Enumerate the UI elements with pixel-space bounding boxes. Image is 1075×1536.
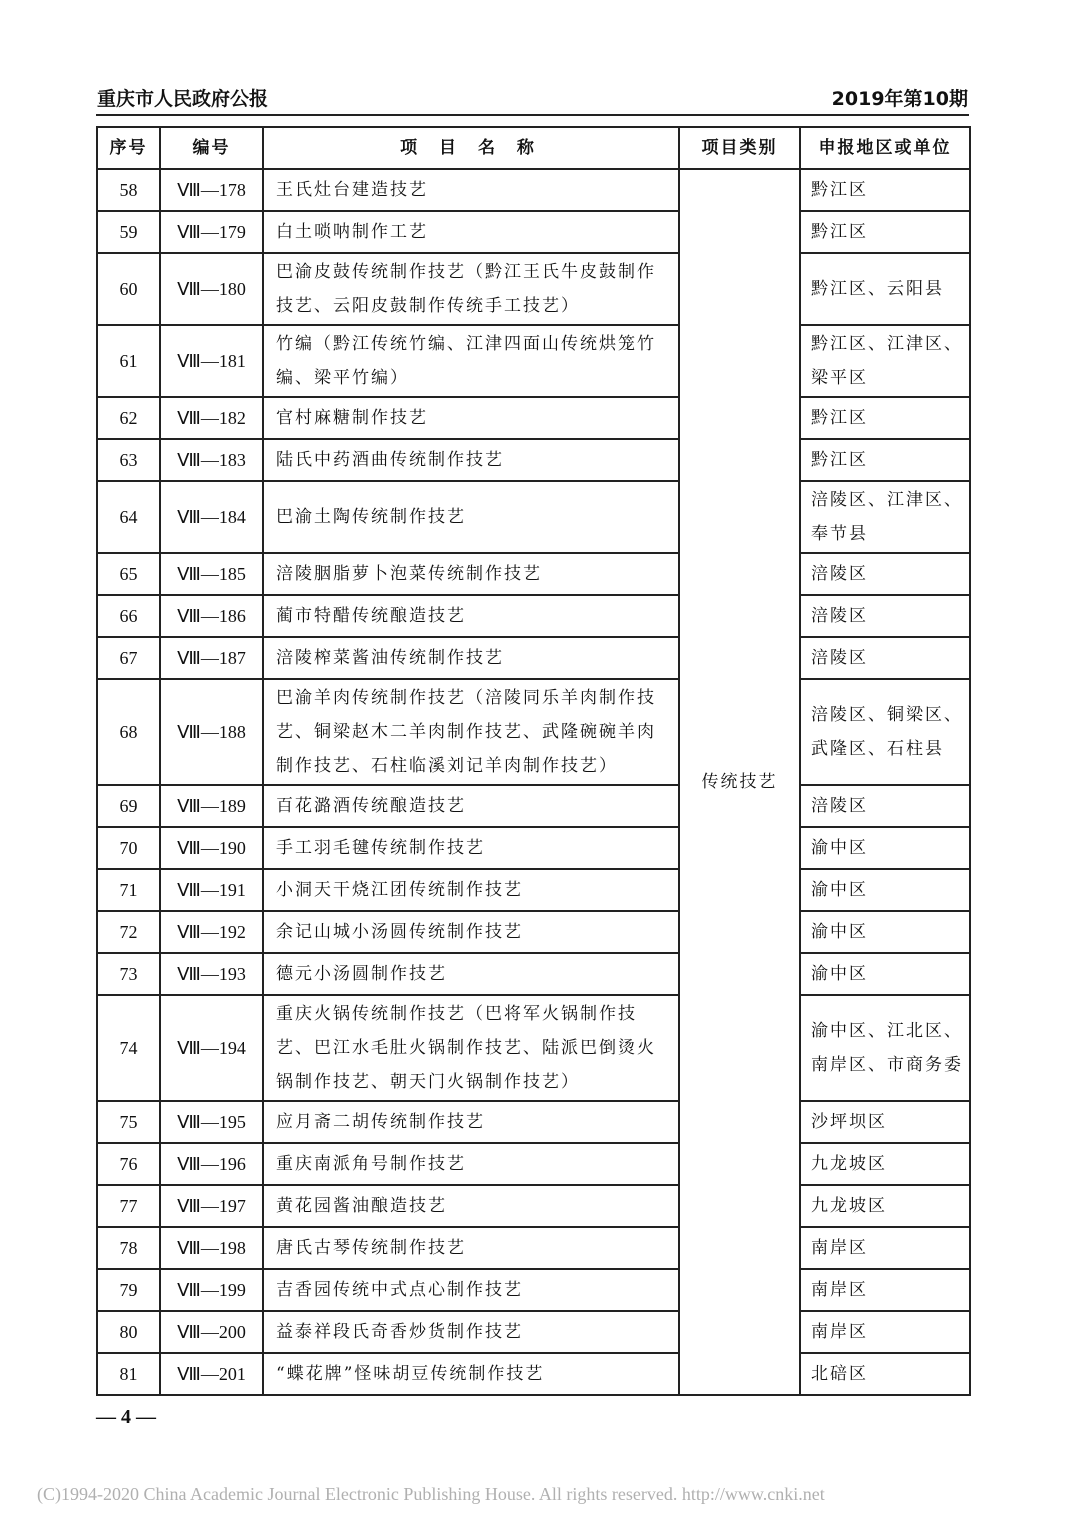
item-name: 蔺市特醋传统酿造技艺 <box>263 595 679 637</box>
table-row <box>97 637 970 679</box>
table-row <box>97 1353 970 1395</box>
item-code: Ⅷ—197 <box>160 1185 263 1227</box>
item-code: Ⅷ—188 <box>160 679 263 785</box>
item-name: 巴渝土陶传统制作技艺 <box>263 481 679 553</box>
table-row <box>97 785 970 827</box>
item-region: 涪陵区、铜梁区、武隆区、石柱县 <box>800 679 970 785</box>
header-rule <box>96 114 969 116</box>
row-number: 58 <box>97 169 160 211</box>
row-number: 75 <box>97 1101 160 1143</box>
row-number: 80 <box>97 1311 160 1353</box>
item-name: 涪陵胭脂萝卜泡菜传统制作技艺 <box>263 553 679 595</box>
copyright-notice: (C)1994-2020 China Academic Journal Electronic Publishing House. All rights reserved. http://www.cnki.net <box>37 1484 825 1504</box>
table-row <box>97 553 970 595</box>
item-code: Ⅷ—185 <box>160 553 263 595</box>
item-name: 应月斋二胡传统制作技艺 <box>263 1101 679 1143</box>
item-code: Ⅷ—181 <box>160 325 263 397</box>
column-header-region: 申报地区或单位 <box>800 127 970 169</box>
item-code: Ⅷ—201 <box>160 1353 263 1395</box>
table-row <box>97 481 970 553</box>
item-region: 九龙坡区 <box>800 1185 970 1227</box>
item-name: 小洞天干烧江团传统制作技艺 <box>263 869 679 911</box>
item-region: 南岸区 <box>800 1269 970 1311</box>
row-number: 72 <box>97 911 160 953</box>
item-region: 涪陵区、江津区、奉节县 <box>800 481 970 553</box>
item-name: 重庆火锅传统制作技艺（巴将军火锅制作技艺、巴江水毛肚火锅制作技艺、陆派巴倒烫火锅制作技艺、朝天门火锅制作技艺） <box>263 995 679 1101</box>
item-category: 传统技艺 <box>679 169 800 1395</box>
table-row <box>97 995 970 1101</box>
item-code: Ⅷ—199 <box>160 1269 263 1311</box>
item-region: 黔江区 <box>800 439 970 481</box>
row-number: 73 <box>97 953 160 995</box>
table-row <box>97 827 970 869</box>
item-code: Ⅷ—183 <box>160 439 263 481</box>
row-number: 65 <box>97 553 160 595</box>
row-number: 74 <box>97 995 160 1101</box>
item-name: 余记山城小汤圆传统制作技艺 <box>263 911 679 953</box>
item-name: 涪陵榨菜酱油传统制作技艺 <box>263 637 679 679</box>
item-region: 涪陵区 <box>800 785 970 827</box>
item-region: 渝中区 <box>800 911 970 953</box>
item-name: 官村麻糖制作技艺 <box>263 397 679 439</box>
row-number: 59 <box>97 211 160 253</box>
item-region: 渝中区、江北区、南岸区、市商务委 <box>800 995 970 1101</box>
table-row <box>97 1101 970 1143</box>
item-region: 北碚区 <box>800 1353 970 1395</box>
item-code: Ⅷ—195 <box>160 1101 263 1143</box>
item-code: Ⅷ—182 <box>160 397 263 439</box>
item-region: 黔江区 <box>800 397 970 439</box>
issue-number: 2019年第10期 <box>831 88 968 110</box>
table-row <box>97 911 970 953</box>
item-region: 黔江区 <box>800 211 970 253</box>
item-name: 手工羽毛毽传统制作技艺 <box>263 827 679 869</box>
row-number: 70 <box>97 827 160 869</box>
item-name: 百花潞酒传统酿造技艺 <box>263 785 679 827</box>
item-region: 南岸区 <box>800 1311 970 1353</box>
table-row <box>97 325 970 397</box>
table-row <box>97 869 970 911</box>
item-code: Ⅷ—178 <box>160 169 263 211</box>
publication-title: 重庆市人民政府公报 <box>97 88 269 110</box>
item-region: 黔江区、云阳县 <box>800 253 970 325</box>
row-number: 77 <box>97 1185 160 1227</box>
item-code: Ⅷ—198 <box>160 1227 263 1269</box>
row-number: 63 <box>97 439 160 481</box>
item-region: 涪陵区 <box>800 637 970 679</box>
table-row <box>97 253 970 325</box>
column-header-category: 项目类别 <box>679 127 800 169</box>
item-name: 重庆南派角号制作技艺 <box>263 1143 679 1185</box>
table-row <box>97 1269 970 1311</box>
item-name: 王氏灶台建造技艺 <box>263 169 679 211</box>
item-code: Ⅷ—192 <box>160 911 263 953</box>
table-row <box>97 1185 970 1227</box>
row-number: 60 <box>97 253 160 325</box>
item-code: Ⅷ—190 <box>160 827 263 869</box>
table-row <box>97 595 970 637</box>
heritage-items-table <box>96 126 971 1396</box>
table-row <box>97 1143 970 1185</box>
table-row <box>97 439 970 481</box>
row-number: 71 <box>97 869 160 911</box>
item-name: 巴渝羊肉传统制作技艺（涪陵同乐羊肉制作技艺、铜梁赵木二羊肉制作技艺、武隆碗碗羊肉制作技艺、石柱临溪刘记羊肉制作技艺） <box>263 679 679 785</box>
item-region: 黔江区 <box>800 169 970 211</box>
table-row <box>97 679 970 785</box>
table-row <box>97 1311 970 1353</box>
row-number: 67 <box>97 637 160 679</box>
item-code: Ⅷ—187 <box>160 637 263 679</box>
item-code: Ⅷ—180 <box>160 253 263 325</box>
column-header-name: 项 目 名 称 <box>263 127 679 169</box>
row-number: 61 <box>97 325 160 397</box>
row-number: 79 <box>97 1269 160 1311</box>
table-header-row <box>97 127 970 169</box>
item-code: Ⅷ—186 <box>160 595 263 637</box>
item-region: 黔江区、江津区、梁平区 <box>800 325 970 397</box>
item-name: 黄花园酱油酿造技艺 <box>263 1185 679 1227</box>
item-name: 巴渝皮鼓传统制作技艺（黔江王氏牛皮鼓制作技艺、云阳皮鼓制作传统手工技艺） <box>263 253 679 325</box>
row-number: 78 <box>97 1227 160 1269</box>
item-name: 益泰祥段氏奇香炒货制作技艺 <box>263 1311 679 1353</box>
table-row <box>97 169 970 211</box>
page-number: — 4 — <box>96 1406 156 1428</box>
row-number: 66 <box>97 595 160 637</box>
row-number: 68 <box>97 679 160 785</box>
item-region: 涪陵区 <box>800 595 970 637</box>
item-name: 吉香园传统中式点心制作技艺 <box>263 1269 679 1311</box>
row-number: 69 <box>97 785 160 827</box>
item-name: 白土唢呐制作工艺 <box>263 211 679 253</box>
row-number: 64 <box>97 481 160 553</box>
item-code: Ⅷ—193 <box>160 953 263 995</box>
item-region: 涪陵区 <box>800 553 970 595</box>
item-name: “蝶花牌”怪味胡豆传统制作技艺 <box>263 1353 679 1395</box>
item-region: 九龙坡区 <box>800 1143 970 1185</box>
item-region: 渝中区 <box>800 869 970 911</box>
table-row <box>97 211 970 253</box>
item-name: 陆氏中药酒曲传统制作技艺 <box>263 439 679 481</box>
item-code: Ⅷ—189 <box>160 785 263 827</box>
table-row <box>97 1227 970 1269</box>
item-region: 南岸区 <box>800 1227 970 1269</box>
item-region: 渝中区 <box>800 953 970 995</box>
row-number: 81 <box>97 1353 160 1395</box>
item-code: Ⅷ—191 <box>160 869 263 911</box>
table-row <box>97 397 970 439</box>
column-header-no: 序号 <box>97 127 160 169</box>
item-code: Ⅷ—194 <box>160 995 263 1101</box>
item-name: 竹编（黔江传统竹编、江津四面山传统烘笼竹编、梁平竹编） <box>263 325 679 397</box>
item-code: Ⅷ—196 <box>160 1143 263 1185</box>
item-name: 德元小汤圆制作技艺 <box>263 953 679 995</box>
column-header-code: 编号 <box>160 127 263 169</box>
item-region: 渝中区 <box>800 827 970 869</box>
item-code: Ⅷ—184 <box>160 481 263 553</box>
item-region: 沙坪坝区 <box>800 1101 970 1143</box>
row-number: 62 <box>97 397 160 439</box>
table-row <box>97 953 970 995</box>
row-number: 76 <box>97 1143 160 1185</box>
item-name: 唐氏古琴传统制作技艺 <box>263 1227 679 1269</box>
item-code: Ⅷ—200 <box>160 1311 263 1353</box>
item-code: Ⅷ—179 <box>160 211 263 253</box>
